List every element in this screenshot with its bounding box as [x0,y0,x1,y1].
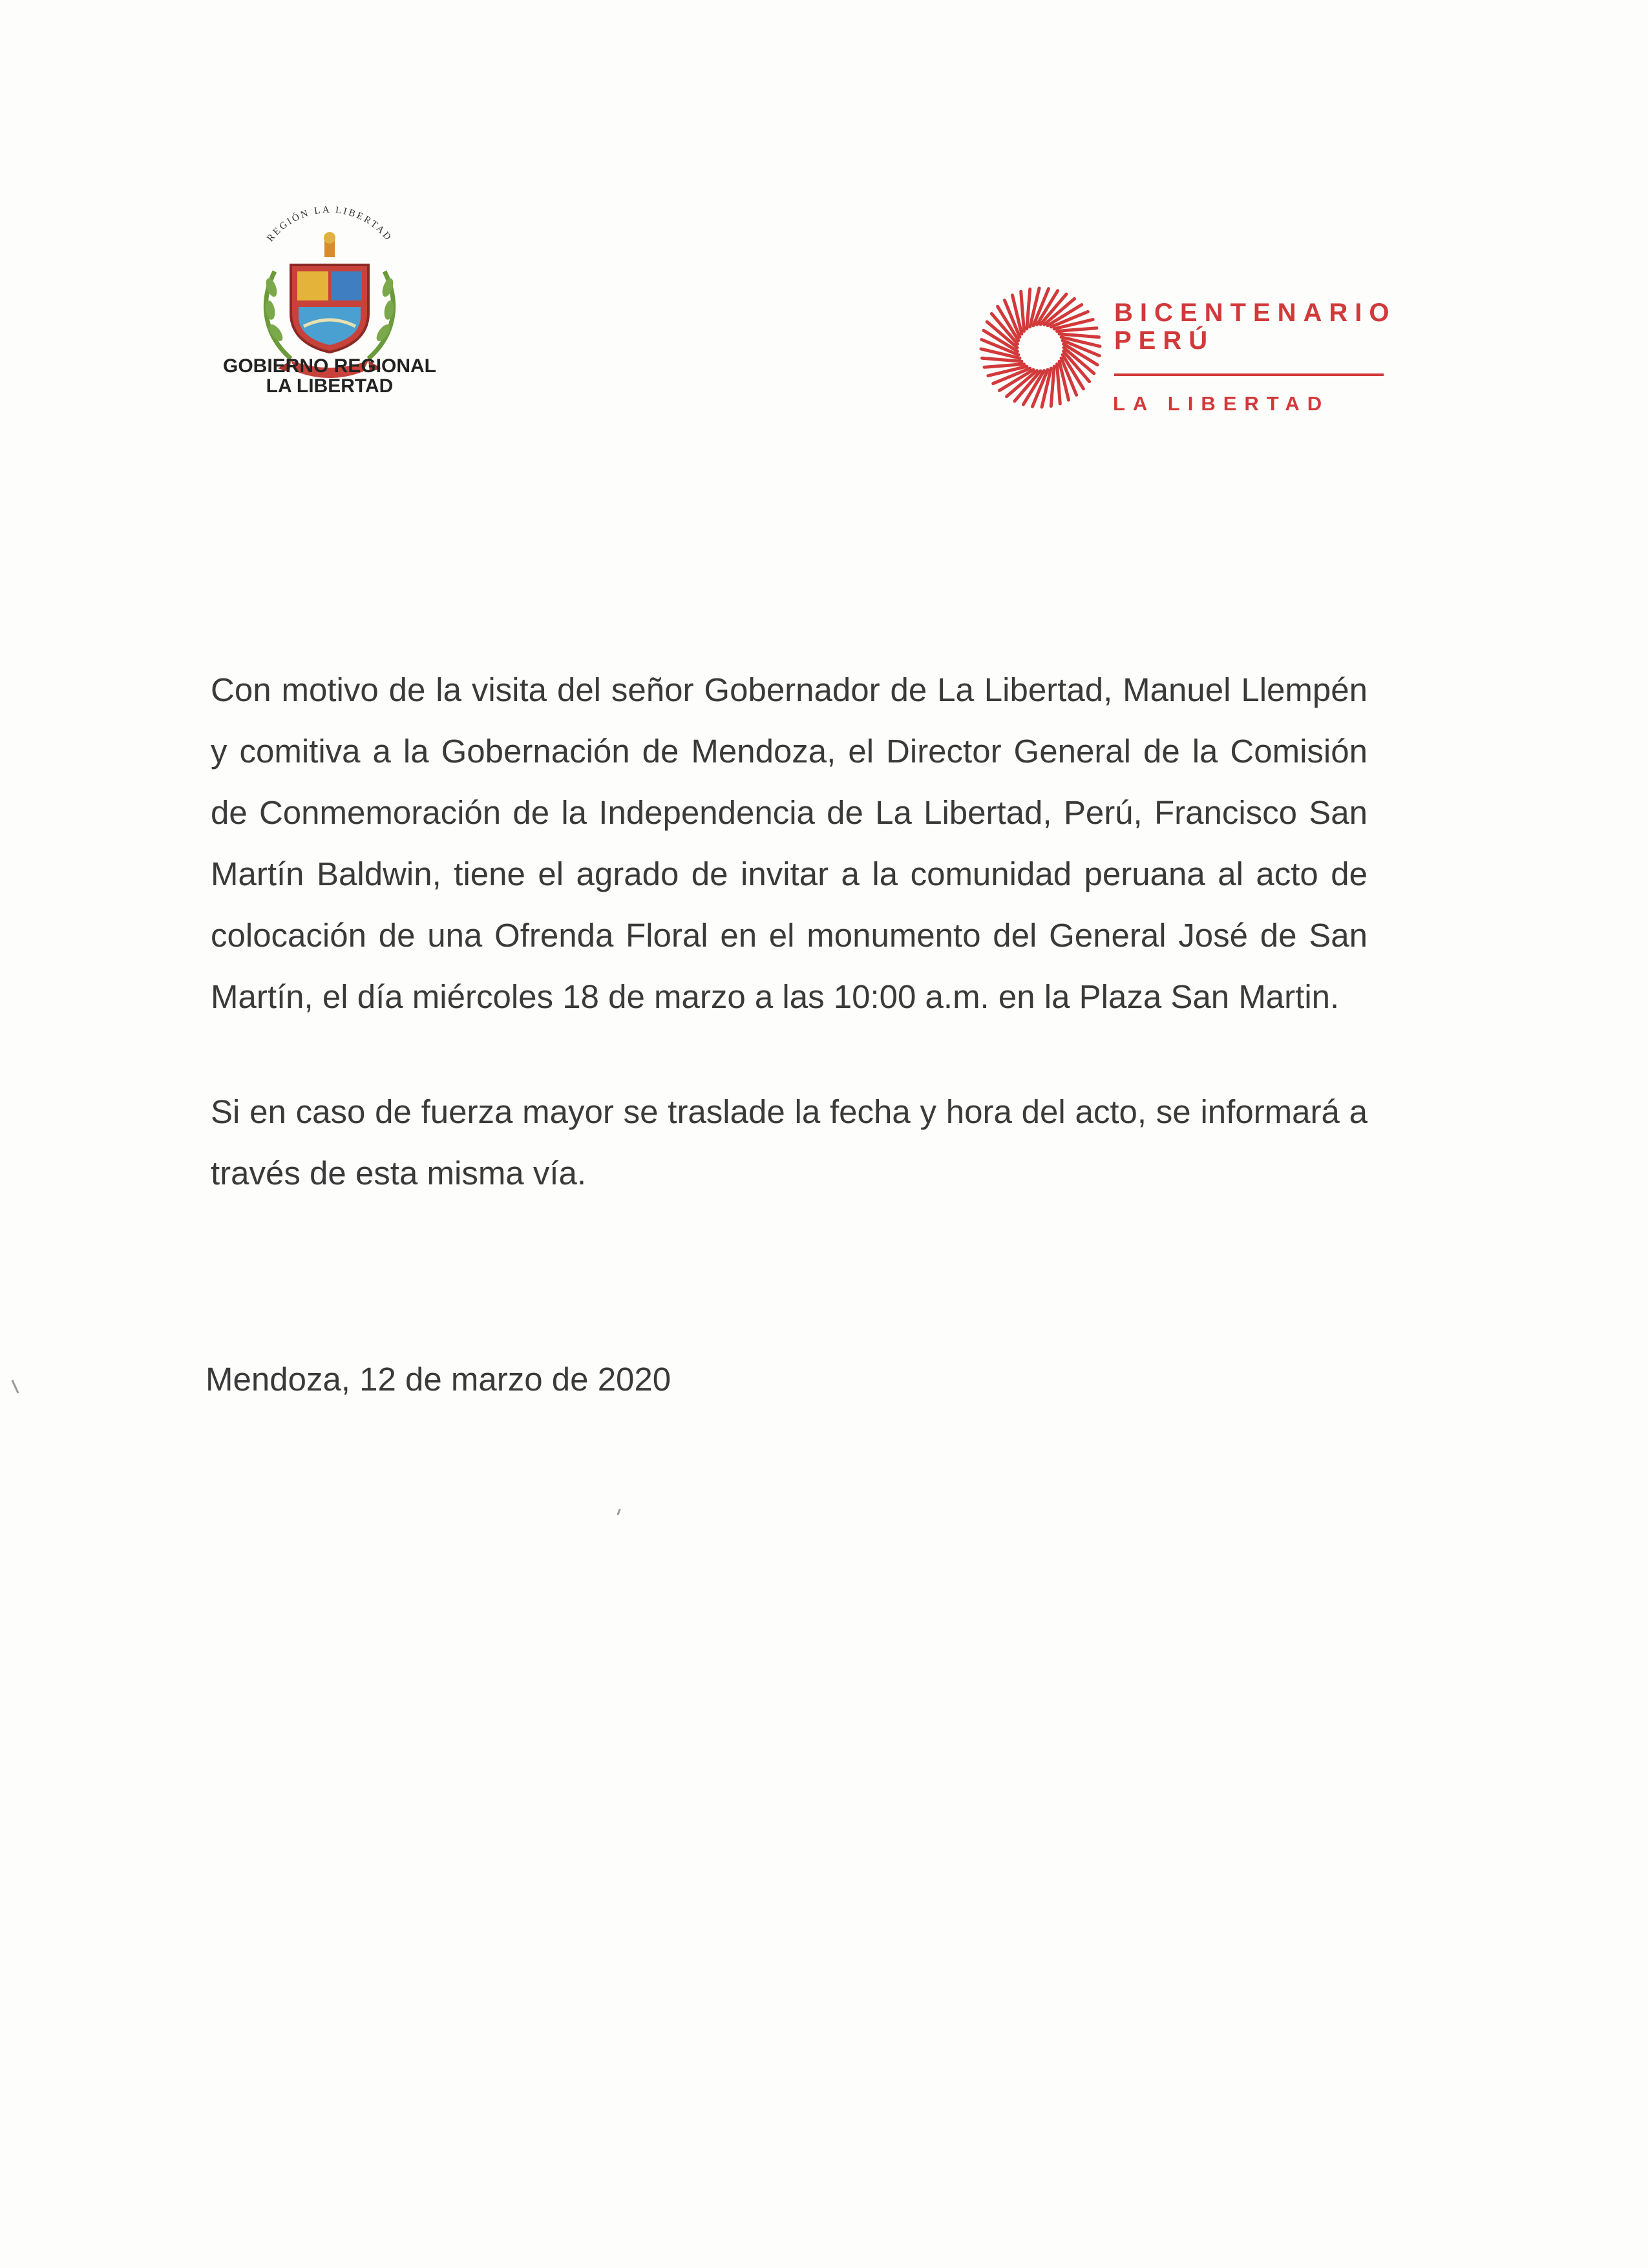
gobierno-regional-line1: GOBIERNO REGIONAL [222,355,436,377]
sunburst-ray [1021,291,1024,331]
bicentenario-country: PERÚ [1114,326,1215,355]
place-date: Mendoza, 12 de marzo de 2020 [206,1361,671,1398]
bicentenario-subtitle: LA LIBERTAD [1113,392,1330,415]
notice-paragraph: Si en caso de fuerza mayor se traslade la fecha y hora del acto, se informará a través de esta misma vía. [211,1093,1368,1192]
gobierno-regional-name [194,356,465,396]
letter-body [211,659,1368,1204]
bicentenario-sunburst-icon [973,270,1108,425]
sunburst-ray [1057,364,1061,404]
scan-speck [617,1509,620,1515]
bicentenario-divider [1114,373,1384,376]
invitation-paragraph: Con motivo de la visita del señor Gobernador de La Libertad, Manuel Llempén y comitiva a la Gobernación de Mendoza, el Director General de la Comisión de Conmemoración de la Independencia de La Libertad, Perú, Francisco San Martín Baldwin, tiene el agrado de invitar a la comunidad peruana al acto de colocación de una Ofrenda Floral en el monumento del General José de San Martín, el día miércoles 18 de marzo a las 10:00 a.m. en la Plaza San Martin. [211,671,1368,1015]
scan-speck [11,1380,19,1393]
sunburst-ray [1057,328,1097,331]
bicentenario-title: BICENTENARIO [1114,299,1397,327]
svg-text:REGIÓN LA LIBERTAD: REGIÓN LA LIBERTAD [265,204,394,244]
sunburst-ray [984,364,1024,368]
gobierno-regional-line2: LA LIBERTAD [266,375,394,397]
